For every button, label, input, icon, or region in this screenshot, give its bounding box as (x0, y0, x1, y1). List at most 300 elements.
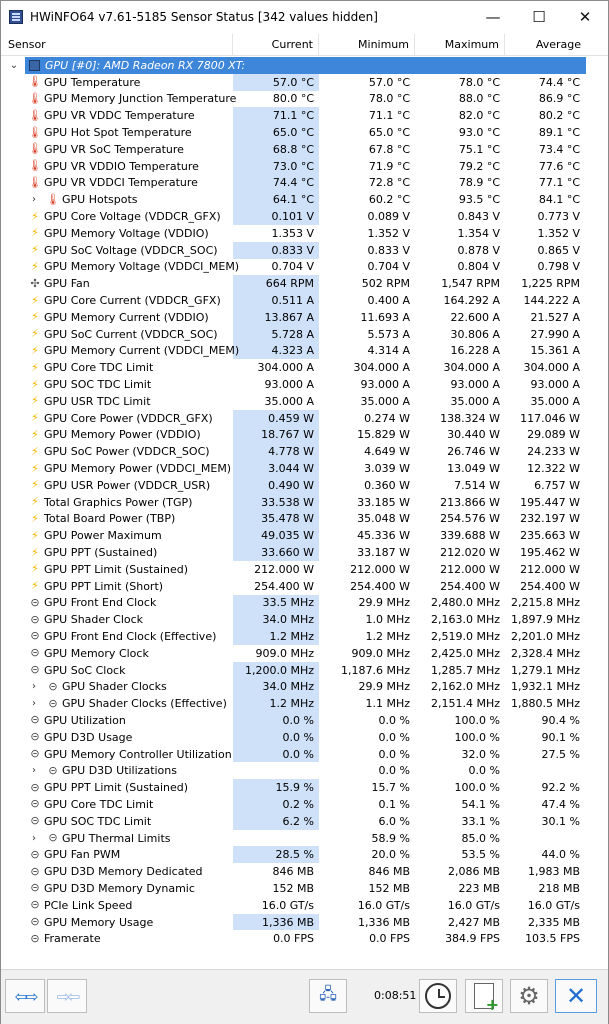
network-button[interactable] (309, 979, 347, 1013)
current-value: 34.0 MHz (233, 611, 319, 628)
sensor-name-cell (1, 427, 233, 444)
maximum-value: 0.804 V (457, 260, 500, 274)
sensor-list[interactable] (1, 57, 608, 969)
clock-sensor-icon: ⊝ (30, 713, 40, 727)
minimum-value: 1,187.6 MHz (340, 663, 410, 677)
maximum-value: 32.0 % (461, 747, 500, 761)
maximum-value: 26.746 W (447, 445, 500, 459)
minimum-value: 846 MB (368, 865, 410, 879)
network-icon: 🖧 (319, 983, 337, 1003)
current-value: 0.511 A (233, 292, 319, 309)
average-value: 27.990 A (530, 327, 580, 341)
sensor-row[interactable] (1, 74, 608, 91)
sensor-label: Framerate (44, 932, 101, 946)
logging-button[interactable] (465, 979, 503, 1013)
current-value (233, 830, 319, 847)
sensor-row[interactable] (1, 242, 608, 259)
sensor-label: GPU VR VDDC Temperature (44, 109, 195, 123)
current-value: 909.0 MHz (255, 646, 314, 660)
average-value: 6.757 W (534, 478, 580, 492)
voltage-bolt-icon: ⚡ (31, 511, 39, 525)
current-value: 3.044 W (233, 460, 319, 477)
minimum-value: 6.0 % (378, 814, 410, 828)
clock-sensor-icon: ⊝ (30, 881, 40, 895)
window-title: HWiNFO64 v7.61-5185 Sensor Status [342 values hidden] (30, 10, 378, 24)
sensor-row[interactable] (1, 393, 608, 410)
navigate-back-button[interactable] (5, 979, 45, 1013)
sensor-label: GPU Hot Spot Temperature (44, 126, 192, 140)
sensor-row[interactable] (1, 511, 608, 528)
average-value: 74.4 °C (538, 75, 580, 89)
sensor-row[interactable] (1, 91, 608, 108)
sensor-name-cell (1, 678, 233, 695)
sensor-label: GPU PPT (Sustained) (44, 546, 158, 559)
sensor-row[interactable] (1, 678, 608, 695)
average-value: 89.1 °C (538, 126, 580, 140)
sensor-row[interactable] (1, 175, 608, 192)
minimum-value: 58.9 % (371, 831, 410, 845)
minimum-value: 0.0 % (378, 730, 410, 744)
collapse-chevron-icon[interactable]: ⌄ (9, 59, 19, 71)
current-value: 35.478 W (233, 511, 319, 528)
average-value: 90.1 % (541, 730, 580, 744)
current-value: 65.0 °C (233, 124, 319, 141)
sensor-label: GPU USR Power (VDDCR_USR) (44, 478, 211, 492)
sensor-row[interactable] (1, 578, 608, 595)
sensor-name-cell (1, 208, 233, 225)
current-value: 28.5 % (233, 846, 319, 863)
thermometer-icon: 🌡 (28, 142, 42, 156)
expand-chevron-icon[interactable]: › (32, 194, 36, 206)
maximum-value: 75.1 °C (458, 142, 500, 156)
average-value: 84.1 °C (538, 193, 580, 207)
maximum-value: 1,285.7 MHz (430, 663, 500, 677)
sensor-row[interactable] (1, 443, 608, 460)
average-value: 0.865 V (537, 243, 580, 257)
maximum-value: 88.0 °C (458, 92, 500, 106)
current-value: 73.0 °C (233, 158, 319, 175)
average-value: 117.046 W (520, 411, 580, 425)
average-value: 195.462 W (520, 546, 580, 559)
minimum-value: 152 MB (368, 881, 410, 895)
current-value: 1,336 MB (233, 914, 319, 931)
sensor-name-cell (1, 443, 233, 460)
thermometer-icon: 🌡 (28, 108, 42, 122)
column-header-average[interactable]: Average (535, 38, 581, 51)
average-value: 0.773 V (537, 210, 580, 224)
average-value: 30.1 % (541, 814, 580, 828)
current-value: 0.704 V (271, 260, 314, 274)
sensor-label: GPU Hotspots (62, 193, 138, 207)
reset-clock-button[interactable] (419, 979, 457, 1013)
maximum-value: 22.600 A (450, 310, 500, 324)
maximum-value: 2,480.0 MHz (430, 596, 500, 610)
current-value: 1.2 MHz (233, 695, 319, 712)
sensor-row[interactable] (1, 729, 608, 746)
maximum-value: 1,547 RPM (441, 277, 500, 291)
current-value: 33.538 W (233, 494, 319, 511)
minimum-value: 71.1 °C (368, 109, 410, 123)
minimum-value: 502 RPM (361, 277, 410, 291)
maximum-value: 85.0 % (461, 831, 500, 845)
sensor-label: GPU D3D Utilizations (62, 764, 177, 778)
sensor-name-cell (1, 813, 233, 830)
minimum-value: 0.360 W (364, 478, 410, 492)
sensor-label: Total Board Power (TBP) (44, 512, 176, 526)
minimum-value: 35.000 A (360, 394, 410, 408)
current-value: 74.4 °C (233, 175, 319, 192)
current-value: 1,200.0 MHz (233, 662, 319, 679)
maximum-value: 2,086 MB (447, 865, 500, 879)
average-value: 144.222 A (523, 294, 580, 308)
clock-icon (425, 983, 451, 1009)
thermometer-icon: 🌡 (28, 91, 42, 105)
current-value: 64.1 °C (233, 191, 319, 208)
current-value: 33.5 MHz (233, 595, 319, 612)
voltage-bolt-icon: ⚡ (31, 394, 39, 408)
sensor-row[interactable] (1, 561, 608, 578)
sensor-row[interactable] (1, 494, 608, 511)
sensor-row[interactable] (1, 544, 608, 561)
voltage-bolt-icon: ⚡ (31, 461, 39, 475)
navigate-forward-button[interactable] (47, 979, 87, 1013)
sensor-row[interactable] (1, 359, 608, 376)
average-value: 12.322 W (527, 462, 580, 476)
minimum-value: 0.274 W (364, 411, 410, 425)
sensor-row[interactable] (1, 208, 608, 225)
current-value: 212.000 W (254, 562, 314, 576)
sensor-row[interactable] (1, 326, 608, 343)
current-value: 18.767 W (233, 427, 319, 444)
maximum-value: 0.878 V (457, 243, 500, 257)
minimum-value: 4.314 A (367, 344, 410, 358)
minimum-value: 20.0 % (371, 848, 410, 862)
voltage-bolt-icon: ⚡ (31, 579, 39, 593)
sensor-label: GPU VR SoC Temperature (44, 142, 184, 156)
sensor-name-cell (1, 527, 233, 544)
expand-chevron-icon[interactable]: › (32, 832, 36, 844)
sensor-label: GPU PPT Limit (Short) (44, 579, 164, 593)
sensor-name-cell (1, 628, 233, 645)
sensor-label: GPU Core Current (VDDCR_GFX) (44, 294, 221, 308)
voltage-bolt-icon: ⚡ (31, 495, 39, 509)
add-log-icon (474, 983, 494, 1009)
sensor-row[interactable] (1, 930, 608, 947)
minimum-value: 45.336 W (357, 529, 410, 543)
minimum-value: 1.2 MHz (365, 629, 410, 643)
minimum-value: 93.000 A (360, 378, 410, 392)
clock-sensor-icon: ⊝ (48, 696, 58, 710)
average-value: 90.4 % (541, 713, 580, 727)
maximum-value: 2,427 MB (447, 915, 500, 929)
column-header-sensor[interactable]: Sensor (1, 34, 233, 56)
maximum-value: 2,519.0 MHz (430, 629, 500, 643)
minimum-value: 29.9 MHz (358, 680, 410, 694)
minimum-value: 33.185 W (357, 495, 410, 509)
current-value: 1.353 V (271, 226, 314, 240)
average-value: 235.663 W (520, 529, 580, 543)
sensor-label: GPU Front End Clock (Effective) (44, 629, 217, 643)
sensor-name-cell (1, 393, 233, 410)
gear-icon: ⚙ (518, 982, 540, 1010)
average-value: 212.000 W (520, 562, 580, 576)
clock-sensor-icon: ⊝ (48, 763, 58, 777)
column-header-maximum[interactable]: Maximum (415, 34, 505, 56)
clock-sensor-icon: ⊝ (30, 612, 40, 626)
current-value: 68.8 °C (233, 141, 319, 158)
sensor-label: GPU PPT Limit (Sustained) (44, 781, 189, 795)
sensor-row[interactable] (1, 863, 608, 880)
average-value: 232.197 W (520, 512, 580, 526)
minimum-value: 15.7 % (371, 781, 410, 795)
sensor-row[interactable] (1, 107, 608, 124)
sensor-row[interactable] (1, 376, 608, 393)
sensor-row[interactable] (1, 191, 608, 208)
sensor-name-cell (1, 611, 233, 628)
double-arrow-icon: ⇦⇨ (14, 986, 36, 1006)
average-value: 2,201.0 MHz (510, 629, 580, 643)
maximum-value: 2,163.0 MHz (430, 613, 500, 627)
clock-sensor-icon: ⊝ (30, 898, 40, 912)
current-value: 664 RPM (233, 275, 319, 292)
minimum-value: 304.000 A (353, 361, 410, 375)
maximum-value: 93.000 A (450, 378, 500, 392)
average-value: 15.361 A (530, 344, 580, 358)
minimum-value: 4.649 W (364, 445, 410, 459)
sensor-row[interactable] (1, 259, 608, 276)
close-icon: ✕ (565, 982, 587, 1010)
current-value: 4.778 W (233, 443, 319, 460)
sensor-row[interactable] (1, 645, 608, 662)
sensor-name-cell (1, 846, 233, 863)
column-header-minimum[interactable]: Minimum (319, 34, 415, 56)
sensor-row[interactable] (1, 712, 608, 729)
sensor-row[interactable] (1, 846, 608, 863)
voltage-bolt-icon: ⚡ (31, 226, 39, 240)
sensor-row[interactable] (1, 477, 608, 494)
maximum-value: 100.0 % (454, 713, 500, 727)
sensor-row[interactable] (1, 695, 608, 712)
clock-sensor-icon: ⊝ (30, 595, 40, 609)
voltage-bolt-icon: ⚡ (31, 259, 39, 273)
sensor-row[interactable] (1, 158, 608, 175)
current-value: 0.0 % (233, 746, 319, 763)
average-value (505, 762, 586, 779)
voltage-bolt-icon: ⚡ (31, 478, 39, 492)
current-value: 34.0 MHz (233, 678, 319, 695)
sensor-row[interactable] (1, 595, 608, 612)
average-value: 93.000 A (530, 378, 580, 392)
settings-button[interactable] (510, 979, 548, 1013)
current-value: 0.459 W (233, 410, 319, 427)
thermometer-icon: 🌡 (28, 159, 42, 173)
current-value: 0.490 W (233, 477, 319, 494)
expand-chevron-icon[interactable]: › (32, 698, 36, 710)
current-value: 13.867 A (233, 309, 319, 326)
average-value: 27.5 % (541, 747, 580, 761)
sensor-row[interactable] (1, 914, 608, 931)
maximum-value: 2,151.4 MHz (430, 697, 500, 711)
maximum-value: 13.049 W (447, 462, 500, 476)
average-value: 47.4 % (541, 797, 580, 811)
voltage-bolt-icon: ⚡ (31, 377, 39, 391)
clock-sensor-icon: ⊝ (48, 679, 58, 693)
sensor-label: GPU Shader Clocks (Effective) (62, 697, 227, 711)
sensor-label: GPU Fan PWM (44, 848, 121, 862)
maximum-value: 254.400 W (440, 579, 500, 593)
sensor-label: GPU SoC Current (VDDCR_SOC) (44, 327, 218, 341)
maximum-value: 30.440 W (447, 428, 500, 442)
sensor-label: GPU Memory Current (VDDCI_MEM) (44, 344, 240, 358)
sensor-name-cell (1, 225, 233, 242)
voltage-bolt-icon: ⚡ (31, 310, 39, 324)
sensor-row[interactable] (1, 762, 608, 779)
thermometer-icon: 🌡 (28, 75, 42, 89)
maximum-value: 2,162.0 MHz (430, 680, 500, 694)
sensor-row[interactable] (1, 527, 608, 544)
sensor-row[interactable] (1, 225, 608, 242)
average-value: 1,897.9 MHz (510, 613, 580, 627)
sensor-name-cell (1, 880, 233, 897)
sensor-label: GPU VR VDDCI Temperature (44, 176, 198, 190)
sensor-label: GPU D3D Memory Dedicated (44, 865, 203, 879)
sensor-label: GPU SOC TDC Limit (44, 814, 152, 828)
maximum-value: 0.0 % (468, 764, 500, 778)
sensor-row[interactable] (1, 124, 608, 141)
maximum-value: 212.020 W (440, 546, 500, 559)
sensor-label: GPU Memory Current (VDDIO) (44, 310, 209, 324)
sensor-name-cell (1, 695, 233, 712)
sensor-row[interactable] (1, 628, 608, 645)
expand-chevron-icon[interactable]: › (32, 765, 36, 777)
average-value: 1,983 MB (527, 865, 580, 879)
group-row-gpu[interactable] (1, 57, 608, 74)
sensor-row[interactable] (1, 427, 608, 444)
sensor-name-cell (1, 930, 233, 947)
average-value: 103.5 FPS (525, 932, 580, 946)
sensor-name-cell (1, 91, 237, 108)
minimum-value: 60.2 °C (368, 193, 410, 207)
current-value: 71.1 °C (233, 107, 319, 124)
sensor-label: GPU SoC Voltage (VDDCR_SOC) (44, 243, 218, 257)
sensor-name-cell (1, 376, 233, 393)
sensor-row[interactable] (1, 897, 608, 914)
title-bar[interactable] (1, 1, 608, 33)
sensor-name-cell (1, 309, 233, 326)
sensor-row[interactable] (1, 813, 608, 830)
sensor-row[interactable] (1, 141, 608, 158)
current-value: 33.660 W (233, 544, 319, 561)
sensor-label: GPU USR TDC Limit (44, 394, 151, 408)
sensor-row[interactable] (1, 796, 608, 813)
current-value: 49.035 W (233, 527, 319, 544)
sensor-row[interactable] (1, 275, 608, 292)
sensor-name-cell (1, 74, 233, 91)
sensor-row[interactable] (1, 746, 608, 763)
voltage-bolt-icon: ⚡ (31, 545, 39, 559)
average-value: 86.9 °C (538, 92, 580, 106)
average-value: 77.6 °C (538, 159, 580, 173)
minimum-value: 0.0 FPS (369, 932, 410, 946)
average-value: 73.4 °C (538, 142, 580, 156)
maximum-value: 2,425.0 MHz (430, 646, 500, 660)
sensor-row[interactable] (1, 309, 608, 326)
column-header (1, 34, 608, 56)
minimum-value: 15.829 W (357, 428, 410, 442)
sensor-label: GPU Core TDC Limit (44, 361, 154, 375)
clock-sensor-icon: ⊝ (30, 915, 40, 929)
close-window-button[interactable]: ✕ (578, 8, 592, 26)
clock-sensor-icon: ⊝ (30, 931, 40, 945)
minimum-value: 71.9 °C (368, 159, 410, 173)
sensor-row[interactable] (1, 343, 608, 360)
maximum-value: 78.9 °C (458, 176, 500, 190)
sensor-label: GPU Memory Voltage (VDDIO) (44, 226, 209, 240)
column-header-current[interactable]: Current (233, 34, 319, 56)
minimum-value: 29.9 MHz (358, 596, 410, 610)
minimum-value: 35.048 W (357, 512, 410, 526)
sensor-name-cell (1, 762, 233, 779)
minimum-value: 0.400 A (367, 294, 410, 308)
minimize-button[interactable]: — (485, 8, 501, 26)
sensor-label: GPU PPT Limit (Sustained) (44, 562, 189, 576)
clock-sensor-icon: ⊝ (30, 747, 40, 761)
sensor-row[interactable] (1, 410, 608, 427)
maximize-button[interactable]: ☐ (532, 8, 546, 26)
minimum-value: 33.187 W (357, 546, 410, 559)
sensor-name-cell (1, 141, 233, 158)
maximum-value: 100.0 % (454, 781, 500, 795)
current-value: 846 MB (272, 865, 314, 879)
sensor-label: GPU Memory Voltage (VDDCI_MEM) (44, 260, 240, 274)
clock-sensor-icon: ⊝ (30, 797, 40, 811)
average-value: 2,328.4 MHz (510, 646, 580, 660)
sensor-row[interactable] (1, 880, 608, 897)
sensor-label: GPU SoC Power (VDDCR_SOC) (44, 445, 210, 459)
maximum-value: 339.688 W (440, 529, 500, 543)
sensor-row[interactable] (1, 779, 608, 796)
sensor-row[interactable] (1, 830, 608, 847)
average-value: 1,225 RPM (521, 277, 580, 291)
sensor-name-cell (1, 511, 233, 528)
voltage-bolt-icon: ⚡ (31, 411, 39, 425)
double-arrow-dim-icon: ⇨⇦ (56, 986, 78, 1006)
clock-sensor-icon: ⊝ (30, 646, 40, 660)
thermometer-icon: 🌡 (46, 192, 60, 206)
voltage-bolt-icon: ⚡ (31, 293, 39, 307)
fan-icon: ✣ (30, 276, 40, 290)
sensor-row[interactable] (1, 460, 608, 477)
sensor-row[interactable] (1, 292, 608, 309)
average-value: 218 MB (538, 881, 580, 895)
average-value: 80.2 °C (538, 109, 580, 123)
sensor-label: GPU Core TDC Limit (44, 797, 154, 811)
sensor-row[interactable] (1, 662, 608, 679)
voltage-bolt-icon: ⚡ (31, 444, 39, 458)
sensor-label: GPU Shader Clocks (62, 680, 167, 694)
sensor-row[interactable] (1, 611, 608, 628)
sensor-label: GPU Memory Usage (44, 915, 154, 929)
close-sensors-button[interactable] (555, 979, 597, 1013)
average-value: 92.2 % (541, 781, 580, 795)
voltage-bolt-icon: ⚡ (31, 360, 39, 374)
expand-chevron-icon[interactable]: › (32, 681, 36, 693)
sensor-name-cell (1, 359, 233, 376)
minimum-value: 1.0 MHz (365, 613, 410, 627)
sensor-label: GPU Memory Clock (44, 646, 149, 660)
sensor-label: GPU VR VDDIO Temperature (44, 159, 199, 173)
sensor-label: PCIe Link Speed (44, 898, 133, 912)
